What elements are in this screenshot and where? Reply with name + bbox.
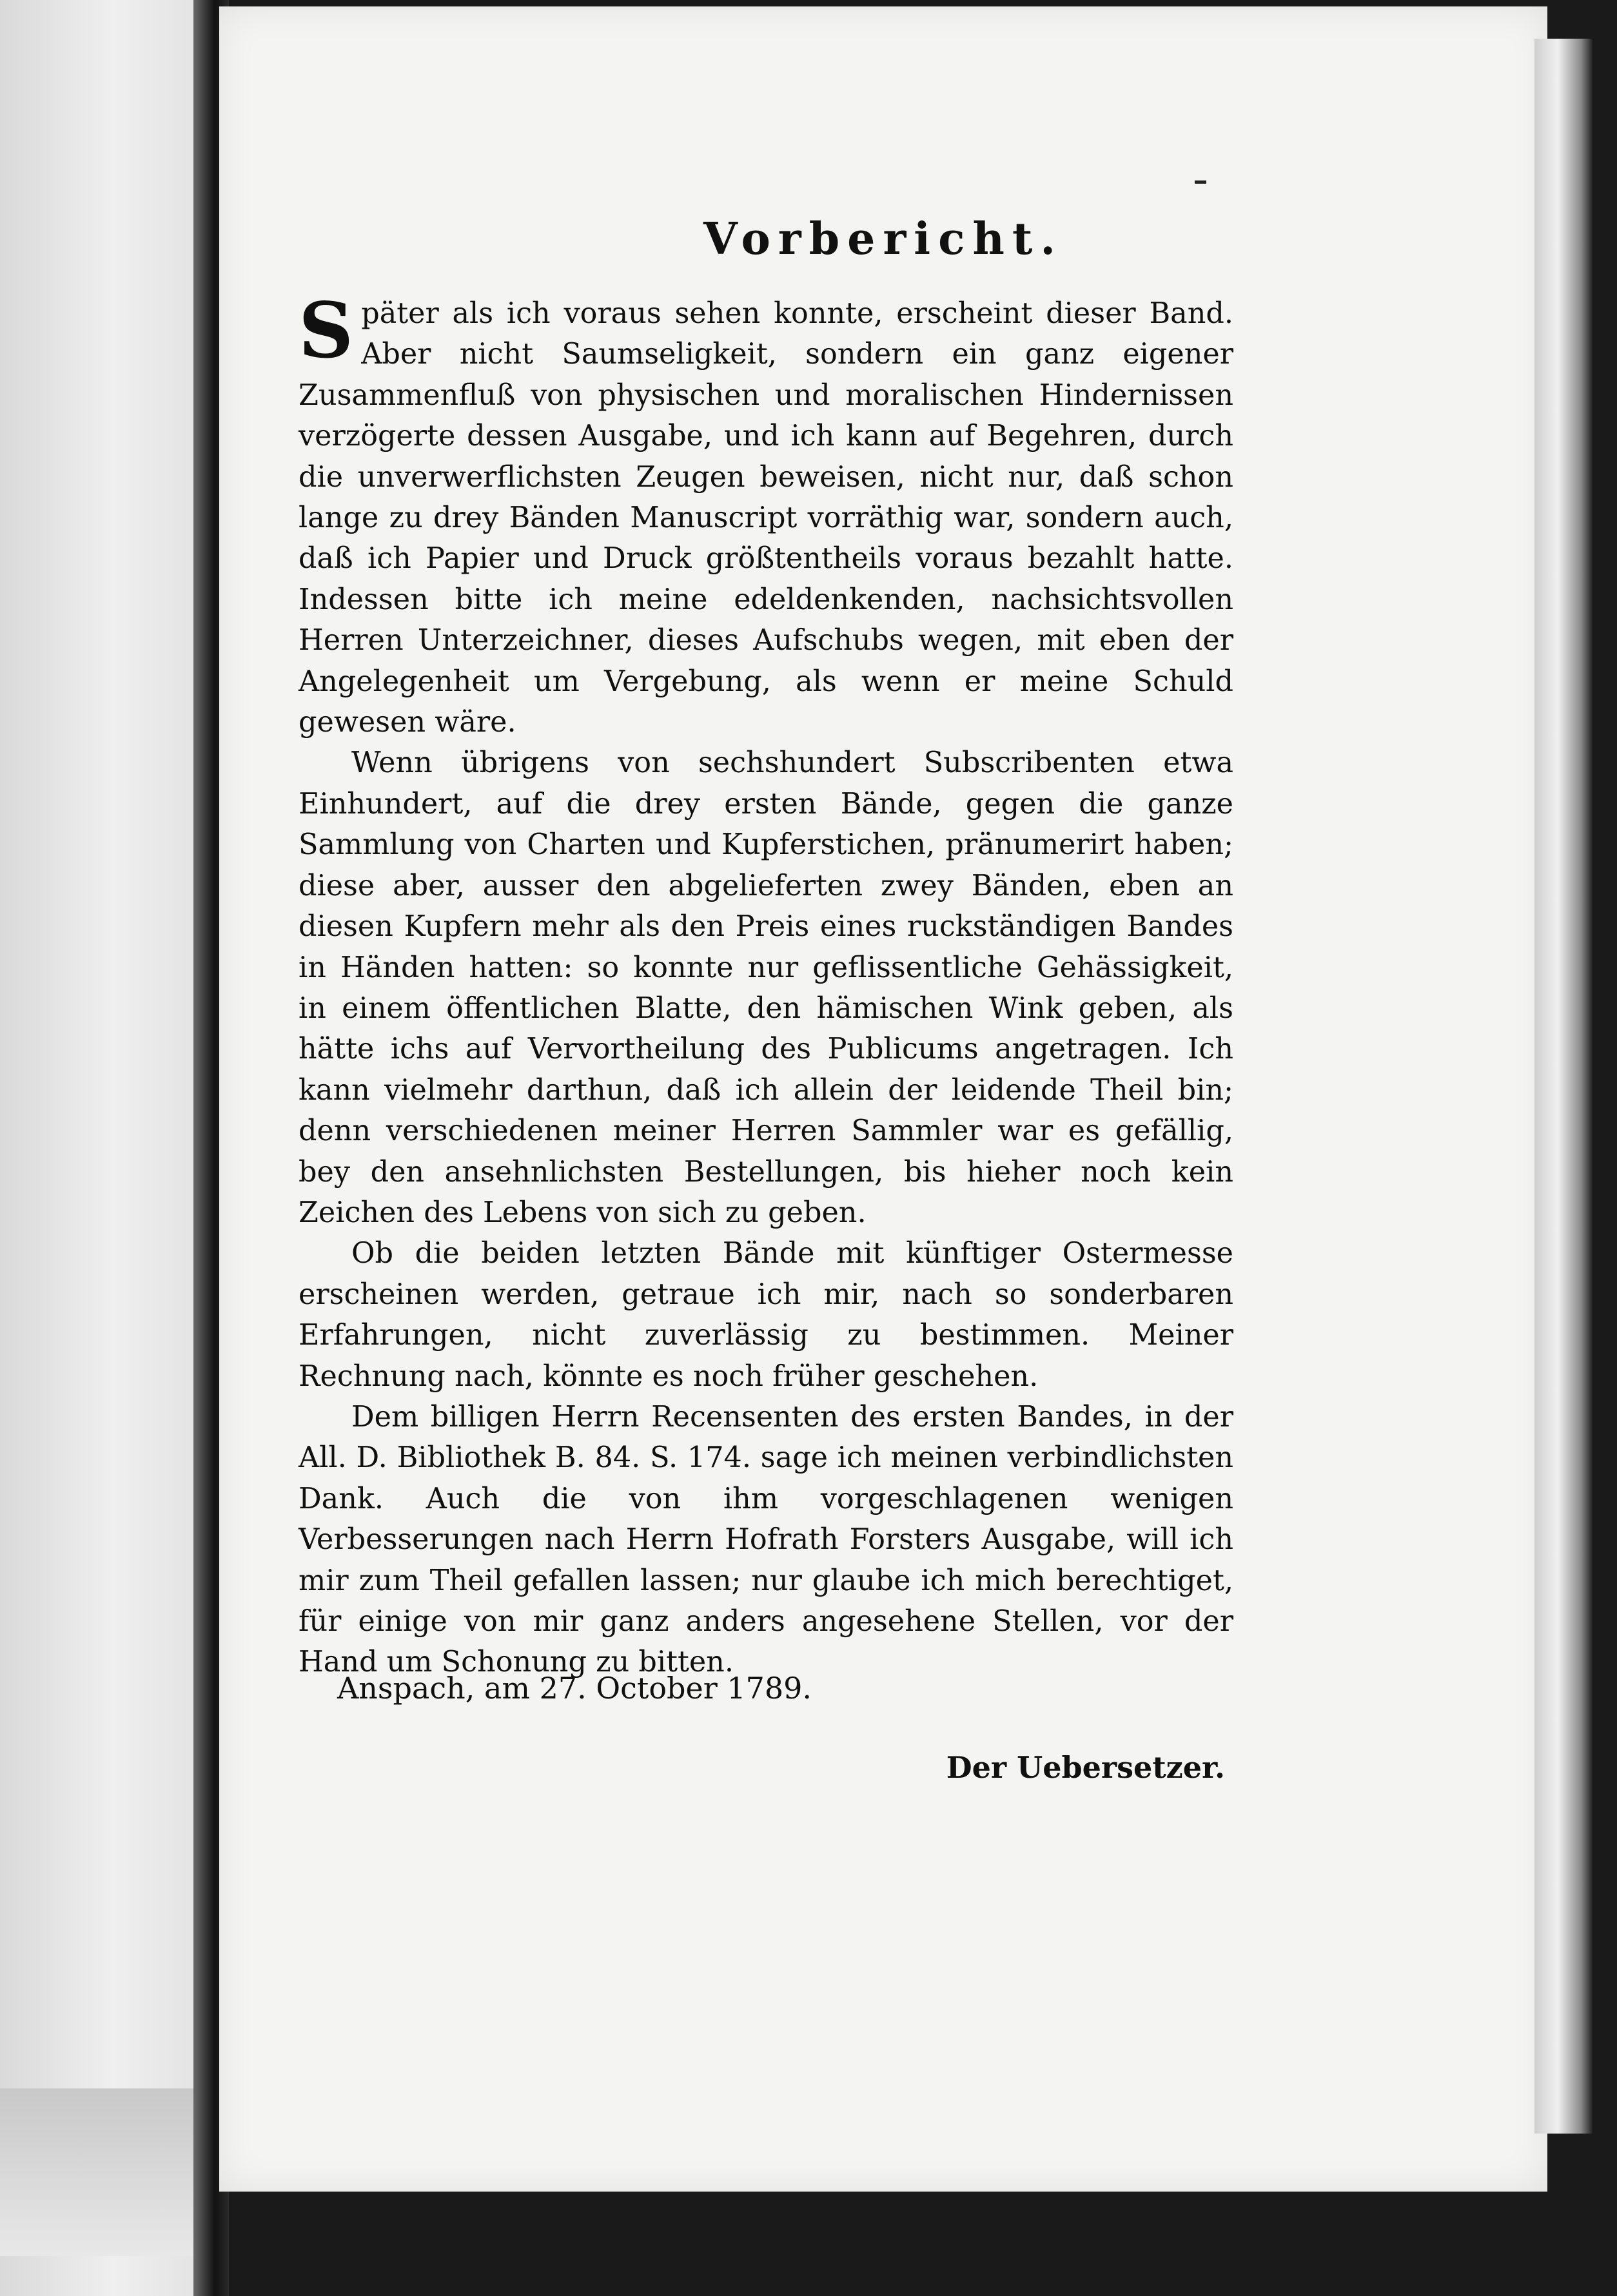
paragraph-2: Wenn übrigens von sechshundert Subscribenten etwa Einhundert, auf die drey ersten Bände, gegen die ganze Sammlung von Charten und Kupferstichen, pränumerirt haben; diese aber, ausser den abgelieferten zwey Bänden, eben an diesen Kupfern mehr als den Preis eines ruckständigen Bandes in Händen hatten: so konnte nur geflissentliche Gehässigkeit, in einem öffentlichen Blatte, den hämischen Wink geben, als hätte ichs auf Vervortheilung des Publicums angetragen. Ich kann vielmehr darthun, daß ich allein der leidende Theil bin; denn verschiedenen meiner Herren Sammler war es gefällig, bey den ansehnlichsten Bestellungen, bis hieher noch kein Zeichen des Lebens von sich zu geben. <box>299 746 1233 1229</box>
paragraph-1-text: päter als ich voraus sehen konnte, erscheint dieser Band. Aber nicht Saumseligkeit, sondern ein ganz eigener Zusammenfluß von physischen und moralischen Hindernissen verzögerte dessen Ausgabe, und ich kann auf Begehren, durch die unverwerflichsten Zeugen beweisen, nicht nur, daß schon lange zu drey Bänden Manuscript vorräthig war, sondern auch, daß ich Papier und Druck größtentheils voraus bezahlt hatte. Indessen bitte ich meine edeldenkenden, nachsichtsvollen Herren Unterzeichner, dieses Aufschubs wegen, mit eben der Angelegenheit um Vergebung, als wenn er meine Schuld gewesen wäre. <box>299 297 1233 739</box>
signature: Der Uebersetzer. <box>946 1750 1225 1785</box>
body-text <box>299 286 1233 1683</box>
paragraph-3: Ob die beiden letzten Bände mit künftiger Ostermesse erscheinen werden, getraue ich mir, nach so sonderbaren Erfahrungen, nicht zuverlässig zu bestimmen. Meiner Rechnung nach, könnte es noch früher geschehen. <box>299 1237 1233 1393</box>
left-page-bottom <box>0 2088 219 2256</box>
left-page-edge <box>0 0 206 2296</box>
printer-mark <box>1195 180 1206 184</box>
right-page-edge <box>1534 39 1592 2134</box>
drop-cap: S <box>299 286 354 375</box>
page-title: Vorbericht. <box>703 213 1064 265</box>
paragraph-4: Dem billigen Herrn Recensenten des ersten Bandes, in der All. D. Bibliothek B. 84. S. 174. sage ich meinen verbindlichsten Dank. Auch die von ihm vorgeschlagenen wenigen Verbesserungen nach Herrn Hofrath Forsters Ausgabe, will ich mir zum Theil gefallen lassen; nur glaube ich mich berechtiget, für einige von mir ganz anders angesehene Stellen, vor der Hand um Schonung zu bitten. <box>299 1400 1233 1679</box>
place-date: Anspach, am 27. October 1789. <box>337 1671 812 1706</box>
paragraph-1 <box>299 286 1233 743</box>
